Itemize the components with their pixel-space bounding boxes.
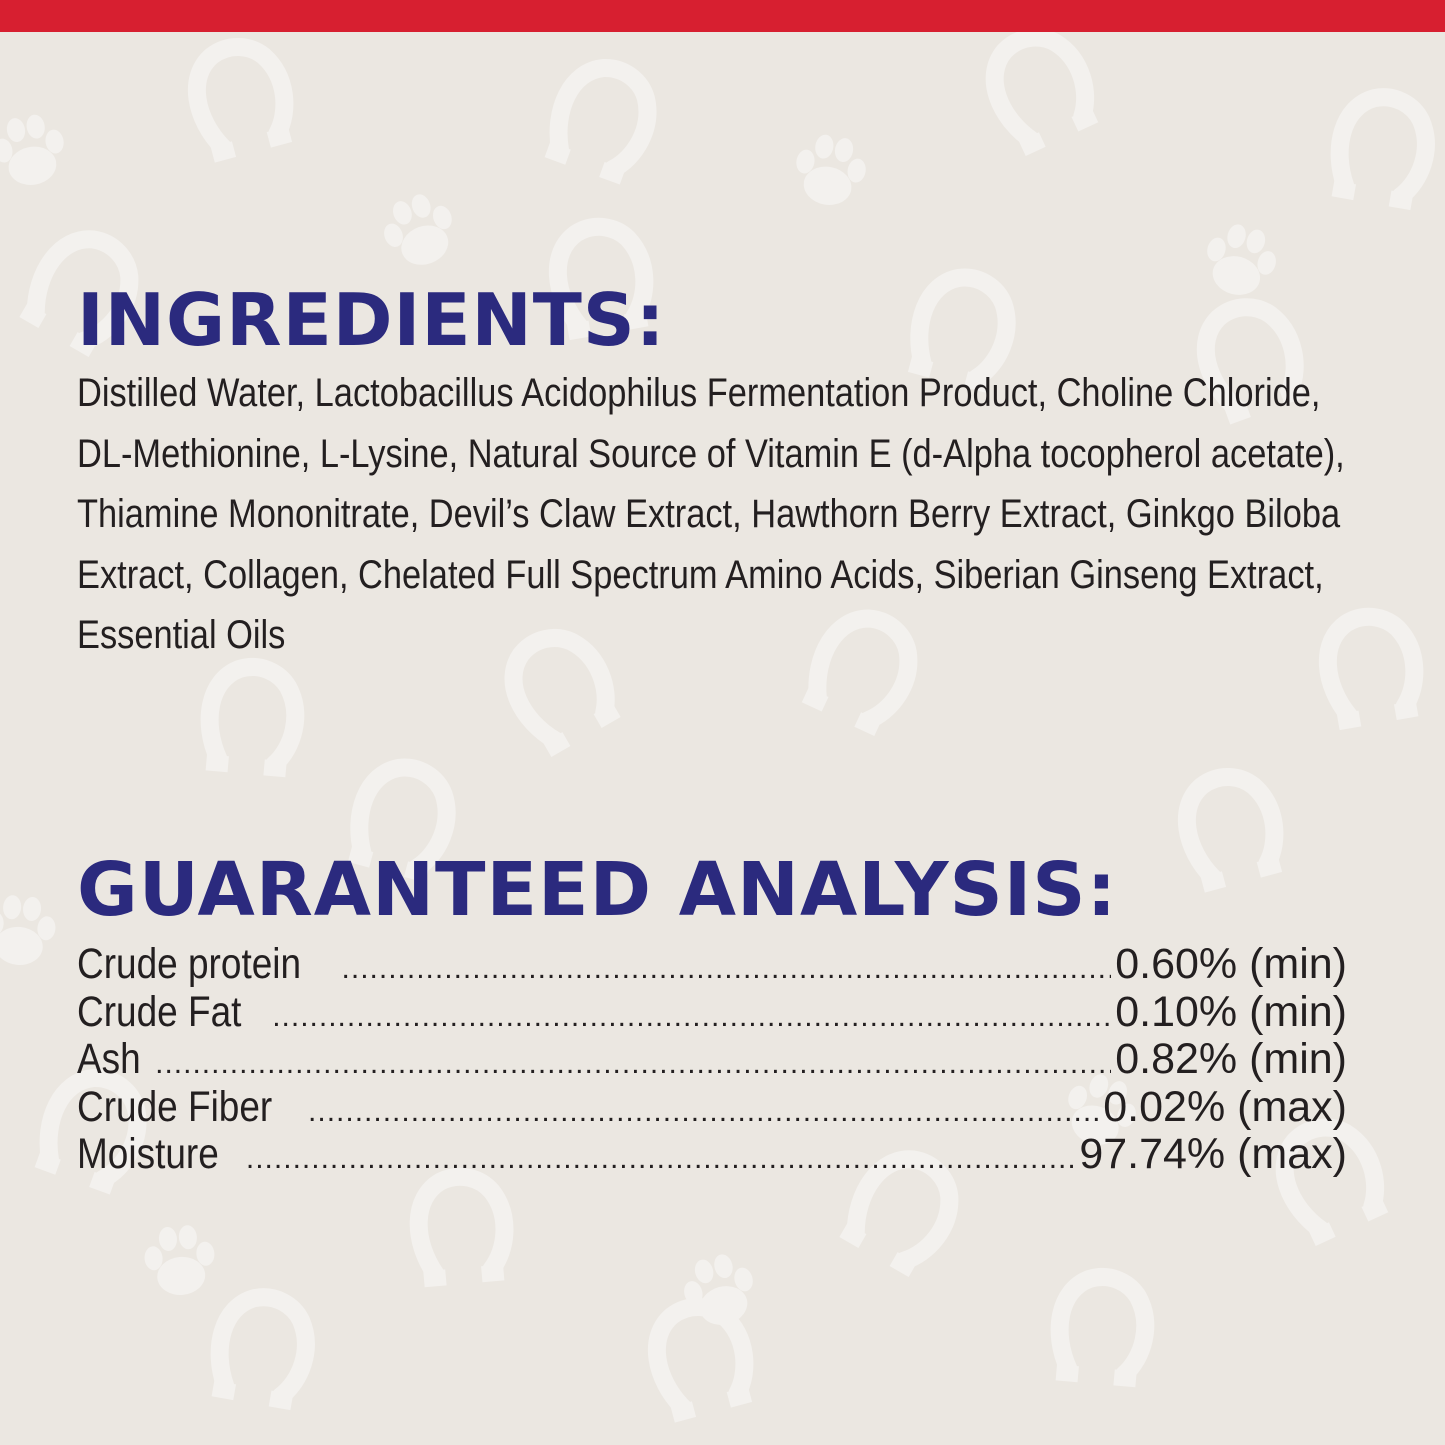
analysis-value: 0.02% (max) <box>1103 1082 1347 1130</box>
background-pattern <box>0 32 1445 1445</box>
top-color-bar <box>0 0 1445 32</box>
analysis-row-moisture <box>77 1130 1347 1178</box>
analysis-name: Ash <box>77 1035 141 1083</box>
analysis-name: Crude Fiber <box>77 1082 273 1130</box>
analysis-name: Crude protein <box>77 940 302 988</box>
analysis-row-ash <box>77 1035 1347 1083</box>
analysis-row-crude-protein <box>77 940 1347 988</box>
analysis-value: 97.74% (max) <box>1079 1130 1347 1178</box>
analysis-name: Crude Fat <box>77 987 242 1035</box>
dot-leader <box>308 1095 1099 1129</box>
analysis-value: 0.82% (min) <box>1115 1035 1347 1083</box>
dot-leader <box>246 1142 1075 1176</box>
analysis-value: 0.10% (min) <box>1115 987 1347 1035</box>
analysis-value: 0.60% (min) <box>1115 940 1347 988</box>
dot-leader <box>155 1047 1111 1081</box>
guaranteed-analysis-heading: GUARANTEED ANALYSIS: <box>77 847 1118 933</box>
analysis-row-crude-fat <box>77 988 1347 1036</box>
ingredients-heading: INGREDIENTS: <box>77 278 666 362</box>
dot-leader <box>272 1000 1111 1034</box>
guaranteed-analysis-table <box>77 940 1347 1178</box>
dot-leader <box>342 952 1112 986</box>
analysis-name: Moisture <box>77 1130 219 1178</box>
analysis-row-crude-fiber <box>77 1083 1347 1131</box>
ingredients-text: Distilled Water, Lactobacillus Acidophilus Fermentation Product, Choline Chloride, DL-Methionine, L-Lysine, Natural Source of Vitamin E (d-Alpha tocopherol acetate), Thiamine Mononitrate, Devil’s Claw Extract, Hawthorn Berry Extract, Ginkgo Biloba Extract, Collagen, Chelated Full Spectrum Amino Acids, Siberian Ginseng Extract, Essential Oils <box>77 371 1345 657</box>
